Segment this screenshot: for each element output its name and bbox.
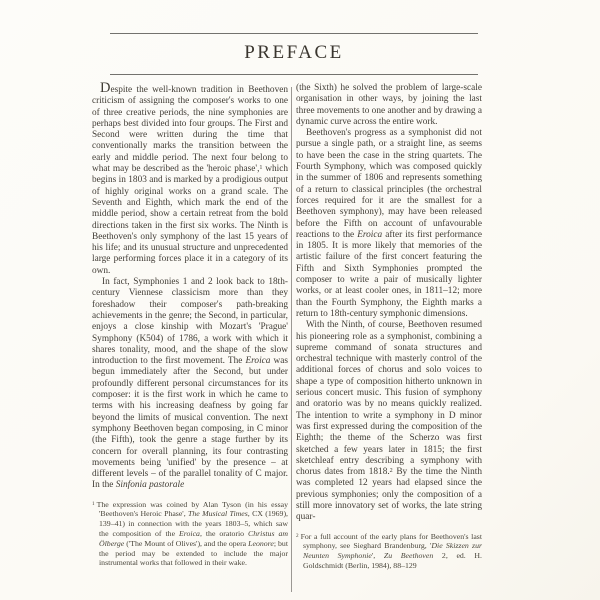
title-rule-top xyxy=(110,33,478,34)
footnote-text: The expression was coined by Alan Tyson (in his essay 'Beethoven's Heroic Phase', The Musical Times, CX (1969), 139–41) in connection with the years 1803–5, which saw the composition of the Eroica, the oratorio Christus am Ölberge ('The Mount of Olives'), and the opera Leonore; but the period may be extended to include the major instrumental works that followed in their wake. xyxy=(96,499,288,568)
left-column xyxy=(92,80,288,568)
title-rule-bottom xyxy=(110,74,478,75)
footnote-text: For a full account of the early plans for Beethoven's last symphony, see Sieghard Brandenburg, 'Die Skizzen zur Neunten Symphonie', Zu Beethoven 2, ed. H. Goldschmidt (Berlin, 1984), 88–129 xyxy=(300,531,482,570)
paragraph: In fact, Symphonies 1 and 2 look back to 18th-century Viennese classicism more than they foreshadow their composer's path-breaking achievements in the genre; the Second, in particular, enjoys a close kinship with Mozart's 'Prague' Symphony (K504) of 1786, a work with which it shares tonality, mood, and the shape of the slow introduction to the first movement. The Eroica was begun immediately after the Second, but under profoundly different personal circumstances for its composer: it is the first work in which he came to terms with his increasing deafness by going far beyond the limits of musical convention. The next symphony Beethoven began composing, in C minor (the Fifth), took the genre a stage further by its concern for overall planning, its four contrasting movements being 'unified' by the presence – at different levels – of the parallel tonality of C major. In the Sinfonia pastorale xyxy=(92,277,288,491)
drop-cap: D xyxy=(100,80,111,96)
paragraph: Beethoven's progress as a symphonist did not pursue a single path, or a straight line, as seems to have been the case in the string quartets. The Fourth Symphony, which was composed quickly in the summer of 1806 and represents something of a return to classical principles (the orchestral forces required for it are the smallest for a Beethoven symphony), may have been released before the Fifth on account of unfavourable reactions to the Eroica after its first performance in 1805. It is more likely that memories of the artistic failure of the first concert featuring the Fifth and Sixth Symphonies prompted the composer to write a pair of musically lighter works, or at least cooler ones, in 1811–12; more than the Fourth Symphony, the Eighth marks a return to 18th-century symphonic dimensions. xyxy=(296,128,482,319)
column-divider xyxy=(291,87,292,592)
footnote-marker: 2 xyxy=(296,532,299,539)
footnote-marker: 1 xyxy=(92,500,95,507)
paragraph-opening xyxy=(92,80,288,277)
paragraph: With the Ninth, of course, Beethoven resumed his pioneering role as a symphonist, combining a supreme command of sonata structures and orchestral technique with masterly control of the additional forces of chorus and solo voices to shape a type of composition hitherto unknown in serious concert music. This fusion of symphony and oratorio was by no means quickly realized. The intention to write a symphony in D minor was first expressed during the composition of the Eighth; the theme of the Scherzo was first sketched a few years later in 1815; the first sketchleaf entry describing a symphony with chorus dates from 1818.$^2$ By the time the Ninth was completed 12 years had elapsed since the previous symphonies; only the composition of a still more innovatory set of works, the late string quar- xyxy=(296,320,482,523)
page-title: PREFACE xyxy=(244,42,344,63)
footnote-1 xyxy=(92,500,288,569)
paragraph-continuation: (the Sixth) he solved the problem of large-scale organisation in other ways, by joining the last three movements to one another and by drawing a dynamic curve across the entire work. xyxy=(296,83,482,127)
paragraph-text: espite the well-known tradition in Beethoven criticism of assigning the composer's works to one of three creative periods, the nine symphonies are perhaps best divided into four groups. The First and Second were written during the time that conventionally marks the transition between the early and middle period. The next four belong to what may be described as the 'heroic phase',$^1$ which begins in 1803 and is marked by a prodigious output of highly original works on a grand scale. The Seventh and Eighth, which mark the end of the middle period, show a certain retreat from the bold directions taken in the first six works. The Ninth is Beethoven's only symphony of the last 15 years of his life; and its unusual structure and unprecedented large performing forces place it in a category of its own. xyxy=(92,85,288,276)
footnote-2 xyxy=(296,532,482,571)
right-column xyxy=(296,83,482,571)
